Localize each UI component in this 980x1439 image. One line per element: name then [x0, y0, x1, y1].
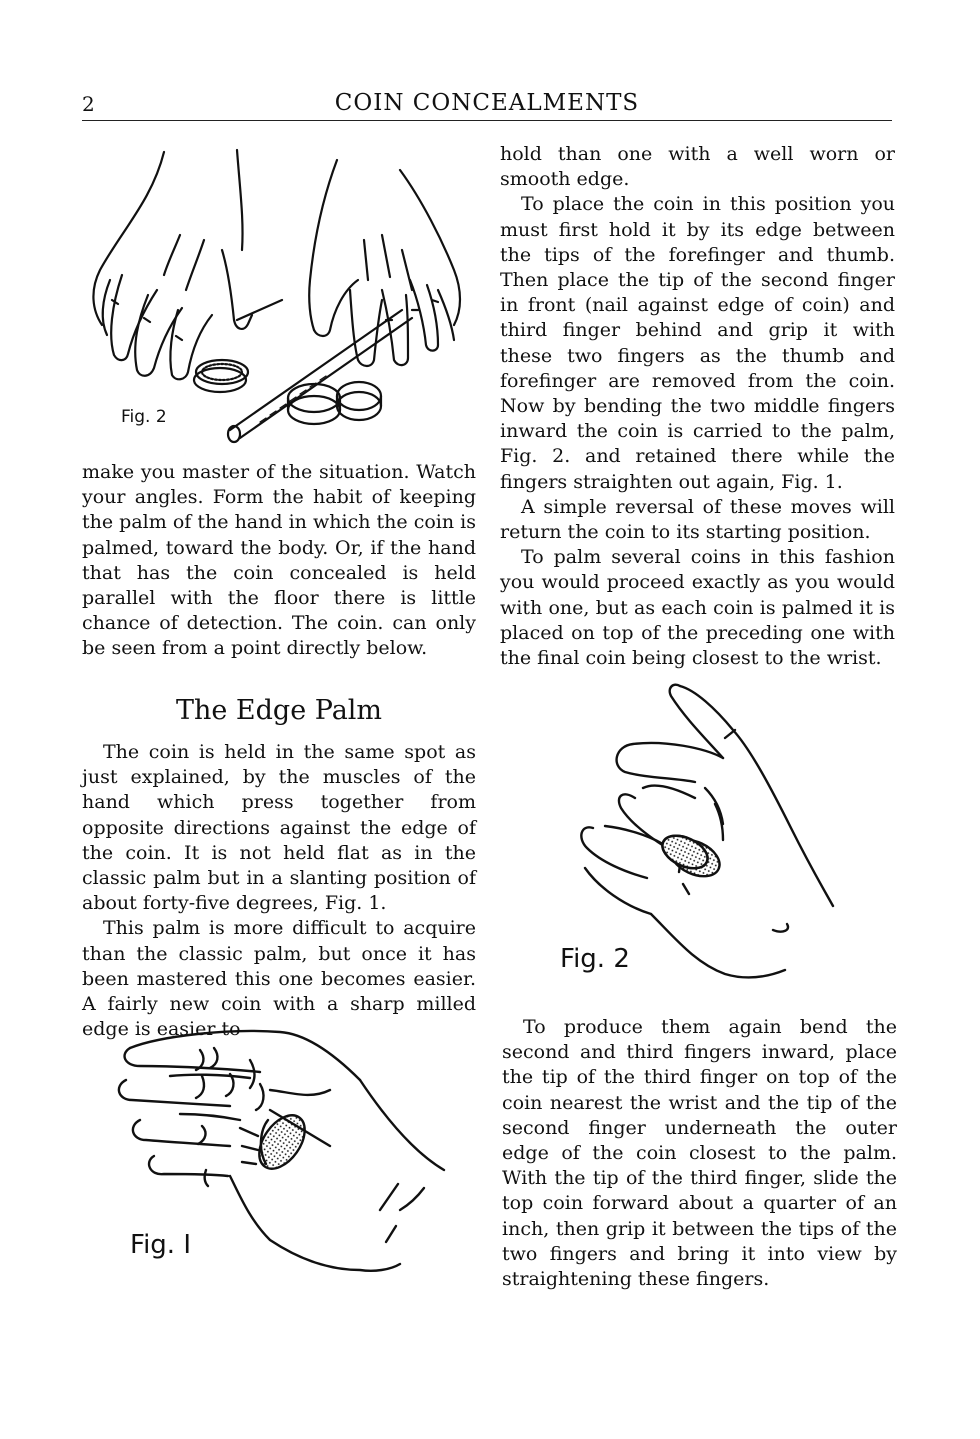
figure-label: Fig. 2	[560, 944, 630, 974]
figure-edge-palm	[110, 1020, 460, 1280]
paragraph: The coin is held in the same spot as just explained, by the muscles of the hand which press together from opposite directions against the edge of the coin. It is not held flat as in the classic palm but in a slanting position of about forty-five degrees, Fig. 1.	[82, 741, 476, 915]
running-title: COIN CONCEALMENTS	[334, 90, 640, 116]
paragraph: make you master of the situation. Watch your angles. Form the habit of keeping the palm of the hand in which the coin is palmed, toward the body. Or, if the hand that has the coin concealed is held parallel with the floor there is little chance of detection. The coin. can only be seen from a point directly below.	[82, 461, 476, 660]
page-header	[82, 90, 892, 121]
figure-label: Fig. 2	[121, 407, 167, 427]
figure-hand-palming	[555, 678, 845, 998]
paragraph: This palm is more difficult to acquire than the classic palm, but once it has been mastered this one becomes easier. A fairly new coin with a sharp milled edge is easier to	[82, 917, 476, 1041]
paragraph: To place the coin in this position you must first hold it by its edge between the tips of the forefinger and thumb. Then place the tip of the second finger in front (nail against edge of coin) and third finger behind and grip it with these two fingers as the thumb and forefinger are removed from the coin. Now by bending the two middle fingers inward the coin is carried to the palm, Fig. 2. and retained there while the fingers straighten out again, Fig. 1.	[500, 193, 895, 493]
paragraph: To palm several coins in this fashion you would proceed exactly as you would with one, but as each coin is palmed it is placed on top of the preceding one with the final coin being closest to the wrist.	[500, 546, 895, 670]
left-column-text-top	[82, 460, 476, 662]
two-hands-with-coins-and-wand-illustration	[82, 140, 482, 450]
left-column-text-edge-palm	[82, 740, 476, 1042]
right-column-text-top	[500, 142, 895, 671]
section-heading: The Edge Palm	[175, 695, 383, 726]
page-number: 2	[82, 92, 95, 116]
right-column-text-bottom	[502, 1015, 897, 1292]
paragraph: A simple reversal of these moves will return the coin to its starting position.	[500, 495, 895, 544]
figure-label: Fig. I	[130, 1230, 191, 1260]
figure-two-hands	[82, 140, 482, 450]
paragraph: To produce them again bend the second and third fingers inward, place the tip of the third finger on top of the coin nearest the wrist and the tip of the second finger underneath the outer edge of the coin closest to the palm. With the tip of the third finger, slide the top coin forward about a quarter of an inch, then grip it between the tips of the two fingers and bring it into view by straightening these fingers.	[502, 1016, 897, 1291]
paragraph: hold than one with a well worn or smooth edge.	[500, 143, 895, 191]
